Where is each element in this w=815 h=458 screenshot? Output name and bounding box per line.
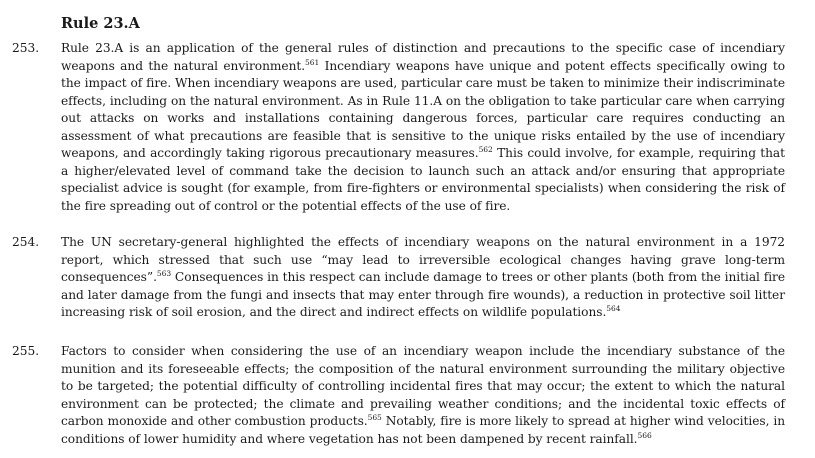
- footnote-ref[interactable]: 565: [367, 412, 382, 422]
- paragraph-number: 255.: [12, 344, 40, 358]
- footnote-ref[interactable]: 566: [637, 430, 652, 440]
- text-run: Factors to consider when considering the use of an incendiary weapon include the incendiary substance of the munition and its foreseeable effects; the composition of the natural environment surrounding the military objective to be targeted; the potential difficulty of controlling incidental fires that may occur; the extent to which the natural environment can be protected; the climate and prevailing weather conditions; and the incidental toxic effects of carbon monoxide and other combustion products.: [61, 344, 785, 428]
- paragraph-text: [61, 234, 785, 322]
- paragraph-number: 253.: [12, 41, 40, 55]
- paragraph-text: [61, 40, 785, 215]
- text-run: Notably, fire is more likely to spread at higher wind velocities, in conditions of lower humidity and where vegetation has not been dampened by recent rainfall.: [61, 414, 785, 446]
- footnote-ref[interactable]: 564: [606, 303, 621, 313]
- text-run: The UN secretary-general highlighted the effects of incendiary weapons on the natural environment in a 1972 report, which stressed that such use “may lead to irreversible ecological changes having grave long-term consequences”.: [61, 235, 785, 284]
- footnote-ref[interactable]: 563: [156, 268, 172, 278]
- text-run: Consequences in this respect can include damage to trees or other plants (both from the initial fire and later damage from the fungi and insects that may enter through fire wounds), a reduction in protective soil litter increasing risk of soil erosion, and the direct and indirect effects on wildlife populations.: [61, 270, 785, 319]
- paragraph-number: 254.: [12, 235, 40, 249]
- text-run: Incendiary weapons have unique and potent effects specifically owing to the impact of fire. When incendiary weapons are used, particular care must be taken to minimize their indiscriminate effects, including on the natural environment. As in Rule 11.A on the obligation to take particular care when carrying out attacks on works and installations containing dangerous forces, particular care requires conducting an assessment of what precautions are feasible that is sensitive to the unique risks entailed by the use of incendiary weapons, and accordingly taking rigorous precautionary measures.: [61, 58, 786, 160]
- paragraph-text: [61, 343, 785, 448]
- footnote-ref[interactable]: 561: [305, 57, 320, 67]
- text-run: Rule 23.A is an application of the general rules of distinction and precautions to the specific case of incendiary weapons and the natural environment.: [61, 41, 785, 73]
- footnote-ref[interactable]: 562: [478, 144, 493, 154]
- rule-heading: Rule 23.A: [61, 15, 140, 32]
- text-run: This could involve, for example, requiring that a higher/elevated level of command take the decision to launch such an attack and/or ensuring that appropriate specialist advice is sought (for example, from fire-fighters or environmental specialists) when considering the risk of the fire spreading out of control or the potential effects of the use of fire.: [61, 146, 785, 213]
